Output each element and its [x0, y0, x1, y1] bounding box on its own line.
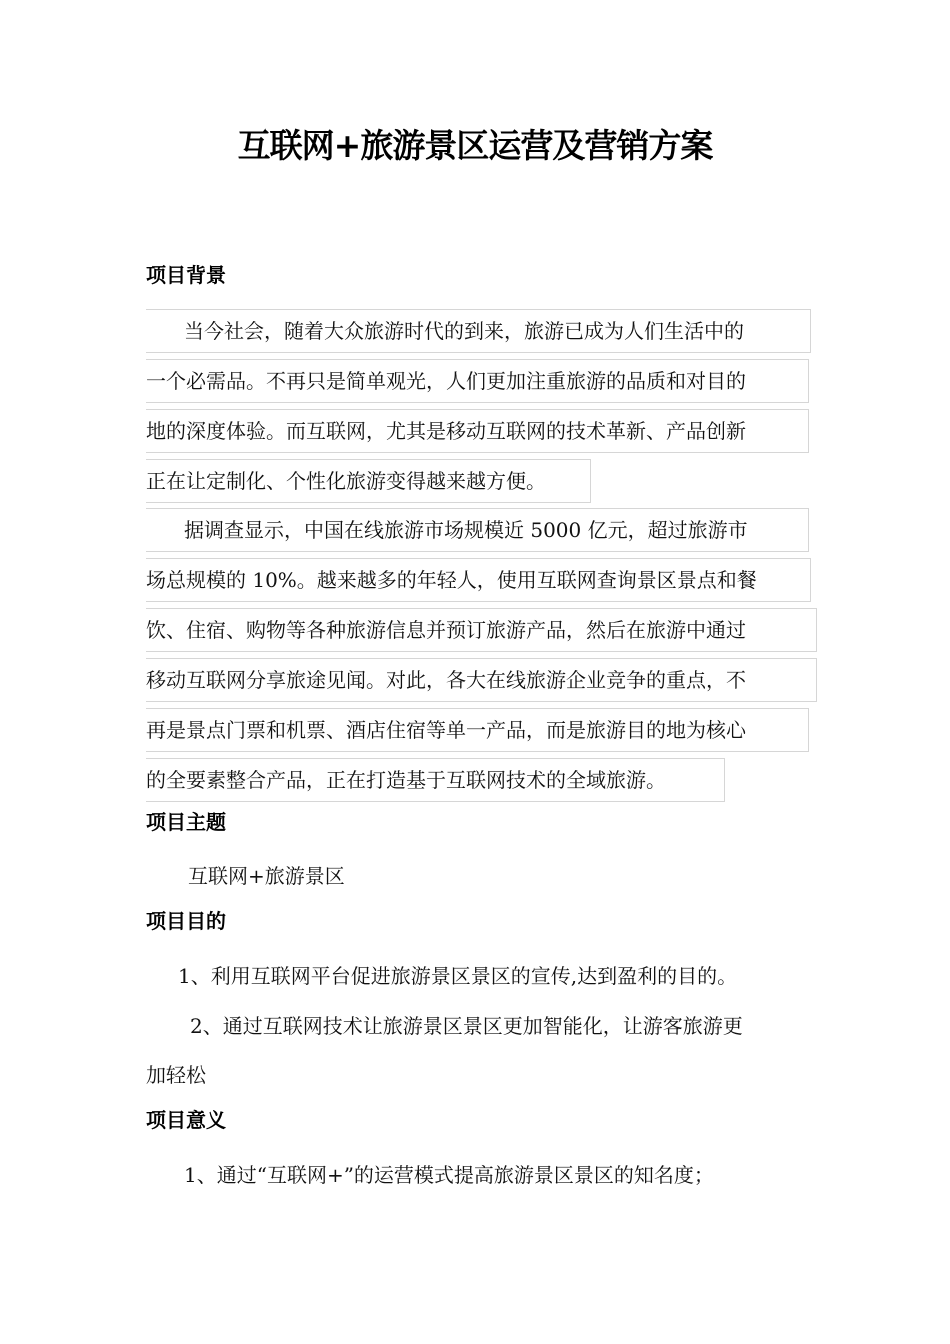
paragraph-line: 的全要素整合产品，正在打造基于互联网技术的全域旅游。: [146, 758, 725, 802]
paragraph-line: 2、通过互联网技术让旅游景区景区更加智能化，让游客旅游更: [190, 1014, 743, 1038]
paragraph-line: 当今社会，随着大众旅游时代的到来，旅游已成为人们生活中的: [146, 309, 811, 353]
paragraph-line: 正在让定制化、个性化旅游变得越来越方便。: [146, 459, 591, 503]
paragraph-line: 据调查显示，中国在线旅游市场规模近 5000 亿元，超过旅游市: [146, 508, 809, 552]
paragraph-line: 移动互联网分享旅途见闻。对此，各大在线旅游企业竞争的重点，不: [146, 658, 817, 702]
document-title: 互联网+旅游景区运营及营销方案: [237, 126, 713, 165]
paragraph-line: 1、通过“互联网+”的运营模式提高旅游景区景区的知名度；: [184, 1163, 714, 1187]
paragraph-line: 互联网+旅游景区: [188, 864, 345, 888]
section-heading-background: 项目背景: [146, 263, 226, 287]
section-heading-significance: 项目意义: [146, 1108, 226, 1132]
paragraph-line: 场总规模的 10%。越来越多的年轻人，使用互联网查询景区景点和餐: [146, 558, 811, 602]
paragraph-line: 一个必需品。不再只是简单观光，人们更加注重旅游的品质和对目的: [146, 359, 809, 403]
paragraph-line: 地的深度体验。而互联网，尤其是移动互联网的技术革新、产品创新: [146, 409, 809, 453]
paragraph-line: 饮、住宿、购物等各种旅游信息并预订旅游产品，然后在旅游中通过: [146, 608, 817, 652]
section-heading-theme: 项目主题: [146, 810, 226, 834]
paragraph-line: 加轻松: [146, 1063, 206, 1087]
paragraph-line: 1、利用互联网平台促进旅游景区景区的宣传,达到盈利的目的。: [178, 964, 738, 988]
paragraph-line: 再是景点门票和机票、酒店住宿等单一产品，而是旅游目的地为核心: [146, 708, 809, 752]
section-heading-purpose: 项目目的: [146, 909, 226, 933]
